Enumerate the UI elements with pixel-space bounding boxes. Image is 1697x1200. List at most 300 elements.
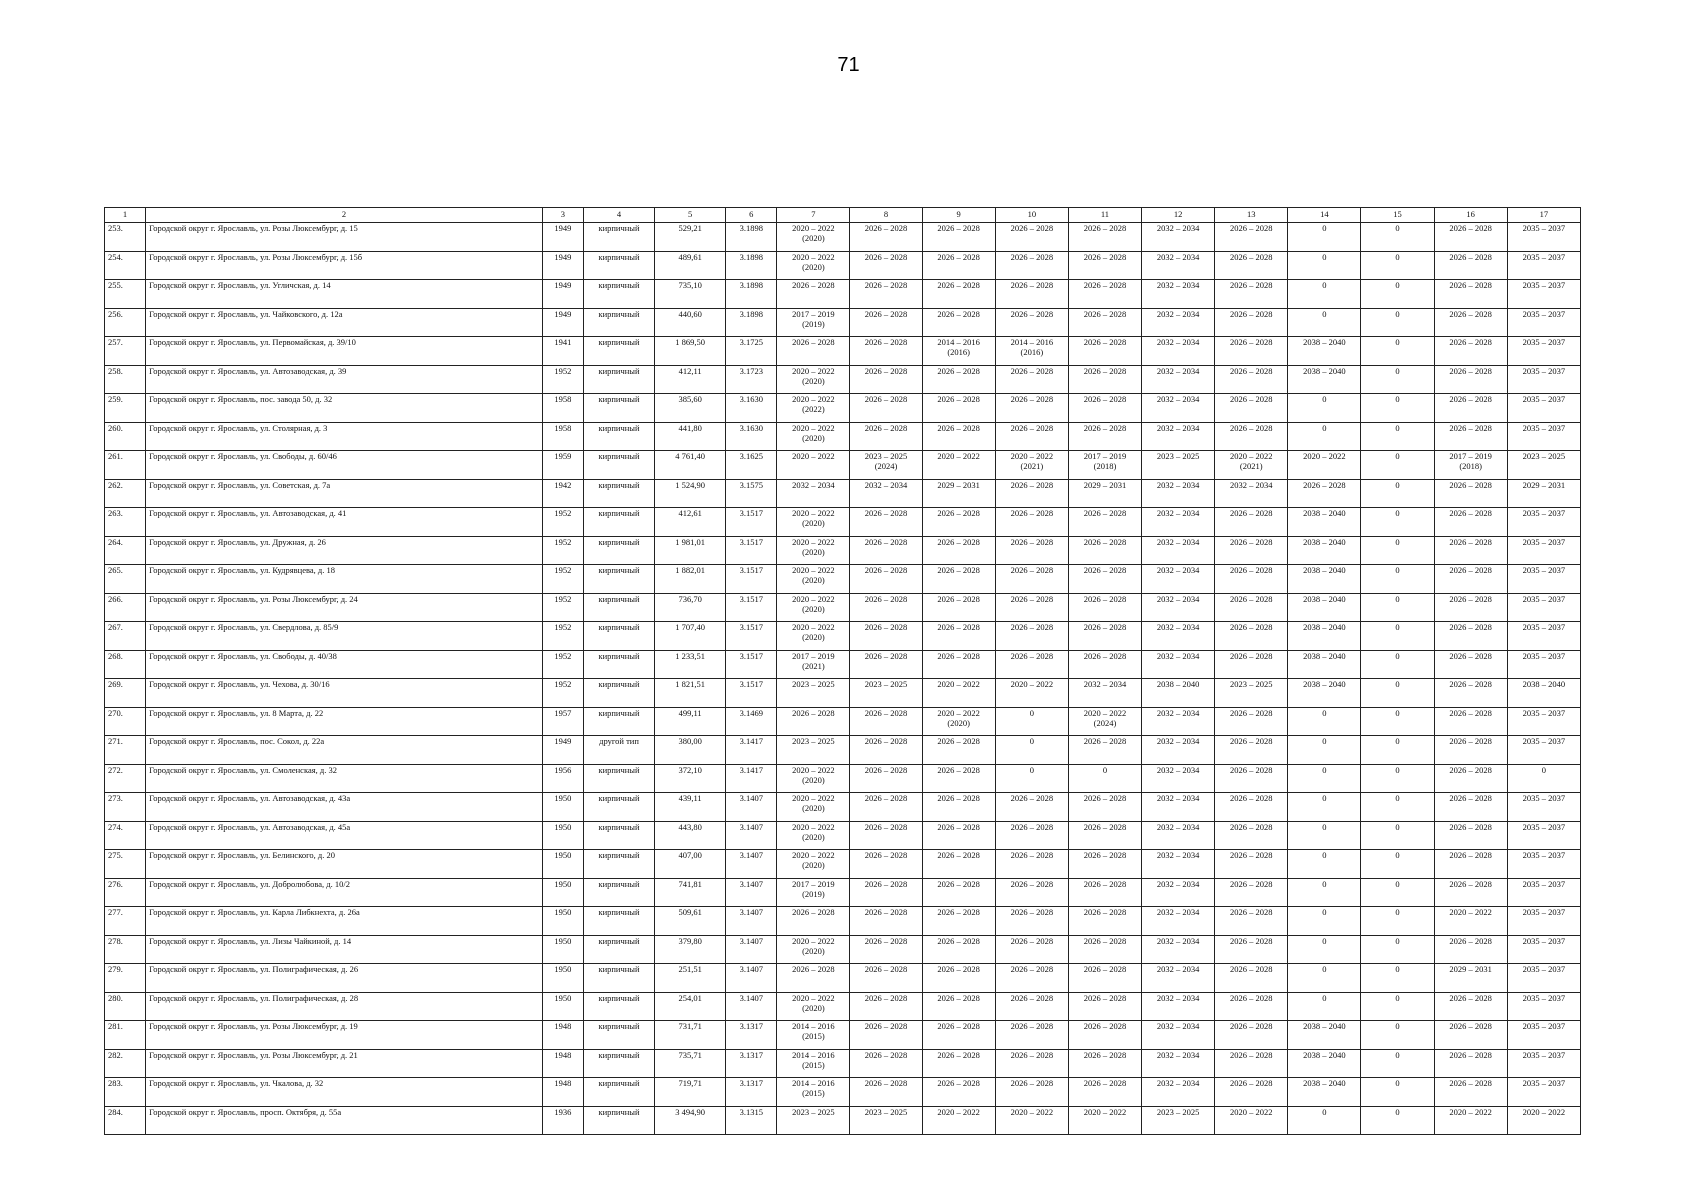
table-cell: 2032 – 2034 [1142,394,1215,423]
address-cell: Городской округ г. Ярославль, ул. Первомайская, д. 39/10 [146,337,543,366]
table-cell: 2026 – 2028 [777,707,850,736]
table-cell: 0 [1288,422,1361,451]
table-cell: 2026 – 2028 [995,878,1068,907]
table-cell: 735,71 [655,1049,726,1078]
table-cell: 1952 [542,593,583,622]
table-cell: 2026 – 2028 [995,821,1068,850]
table-cell: 0 [1361,451,1434,480]
table-cell: 2026 – 2028 [1215,850,1288,879]
table-cell: 1 524,90 [655,479,726,508]
table-cell: 2014 – 2016 (2015) [777,1078,850,1107]
table-cell: 3.1898 [726,251,777,280]
table-cell: 2026 – 2028 [922,1078,995,1107]
table-cell: 2026 – 2028 [995,479,1068,508]
table-row [105,337,1581,366]
table-cell: 2026 – 2028 [1068,593,1141,622]
table-cell: 0 [1288,793,1361,822]
table-cell: 2026 – 2028 [850,650,922,679]
table-cell: 1950 [542,992,583,1021]
address-cell: Городской округ г. Ярославль, ул. Полиграфическая, д. 26 [146,964,543,993]
table-cell: 2032 – 2034 [1142,821,1215,850]
table-cell: 2026 – 2028 [995,1049,1068,1078]
table-cell: 2026 – 2028 [1215,821,1288,850]
table-cell: 2026 – 2028 [1068,850,1141,879]
table-cell: 2026 – 2028 [850,764,922,793]
table-cell: 2026 – 2028 [1434,1021,1507,1050]
column-header-9: 9 [922,208,995,223]
table-cell: 1959 [542,451,583,480]
table-cell: кирпичный [583,764,654,793]
table-cell: 385,60 [655,394,726,423]
table-cell: 3.1517 [726,650,777,679]
table-cell: 440,60 [655,308,726,337]
column-header-14: 14 [1288,208,1361,223]
address-cell: Городской округ г. Ярославль, ул. Автозаводская, д. 41 [146,508,543,537]
table-cell: 0 [1288,964,1361,993]
table-cell: 2020 – 2022 (2020) [777,992,850,1021]
row-number-cell: 270. [105,707,146,736]
table-cell: 441,80 [655,422,726,451]
table-cell: 0 [1361,280,1434,309]
table-cell: кирпичный [583,907,654,936]
table-cell: 2026 – 2028 [922,793,995,822]
table-cell: 1950 [542,821,583,850]
table-cell: 2038 – 2040 [1507,679,1580,708]
table-cell: 0 [1288,251,1361,280]
table-cell: 2035 – 2037 [1507,337,1580,366]
table-row [105,764,1581,793]
table-cell: 2020 – 2022 [922,451,995,480]
housing-table [104,207,1581,1135]
table-cell: 2017 – 2019 (2019) [777,878,850,907]
table-cell: 0 [1361,1021,1434,1050]
address-cell: Городской округ г. Ярославль, ул. Свободы, д. 40/38 [146,650,543,679]
table-cell: 2038 – 2040 [1288,1049,1361,1078]
table-cell: 1950 [542,964,583,993]
table-cell: 2026 – 2028 [850,878,922,907]
table-cell: 2038 – 2040 [1288,593,1361,622]
table-cell: 2032 – 2034 [1142,593,1215,622]
table-cell: 379,80 [655,935,726,964]
table-cell: кирпичный [583,622,654,651]
table-cell: 2035 – 2037 [1507,821,1580,850]
table-row [105,451,1581,480]
table-cell: 2023 – 2025 [850,1106,922,1135]
address-cell: Городской округ г. Ярославль, ул. Белинского, д. 20 [146,850,543,879]
table-cell: 2020 – 2022 [922,1106,995,1135]
table-cell: 3.1315 [726,1106,777,1135]
table-row [105,223,1581,252]
table-cell: 2026 – 2028 [922,565,995,594]
table-cell: 2026 – 2028 [995,308,1068,337]
table-cell: кирпичный [583,650,654,679]
table-cell: 2026 – 2028 [1434,622,1507,651]
table-cell: 2026 – 2028 [850,1078,922,1107]
table-cell: 2026 – 2028 [777,907,850,936]
table-cell: 0 [995,736,1068,765]
address-cell: Городской округ г. Ярославль, ул. Советская, д. 7а [146,479,543,508]
row-number-cell: 265. [105,565,146,594]
table-cell: 2026 – 2028 [922,935,995,964]
table-cell: 2020 – 2022 (2020) [777,935,850,964]
table-cell: 0 [1288,736,1361,765]
table-cell: 0 [1361,479,1434,508]
table-cell: 2032 – 2034 [1142,1021,1215,1050]
table-cell: 2026 – 2028 [1434,764,1507,793]
table-row [105,992,1581,1021]
table-cell: 2017 – 2019 (2021) [777,650,850,679]
table-cell: 2026 – 2028 [995,964,1068,993]
table-cell: 2032 – 2034 [777,479,850,508]
table-cell: 2026 – 2028 [1068,992,1141,1021]
table-cell: 0 [1361,1106,1434,1135]
table-cell: 2026 – 2028 [1215,536,1288,565]
table-cell: 2032 – 2034 [1142,992,1215,1021]
table-cell: 2038 – 2040 [1288,565,1361,594]
table-cell: 2038 – 2040 [1288,365,1361,394]
table-cell: 372,10 [655,764,726,793]
table-cell: 1949 [542,280,583,309]
table-cell: 2038 – 2040 [1288,1021,1361,1050]
table-cell: 2038 – 2040 [1288,337,1361,366]
table-cell: 2026 – 2028 [1068,821,1141,850]
row-number-cell: 257. [105,337,146,366]
table-cell: 2026 – 2028 [1068,1021,1141,1050]
table-cell: 1949 [542,308,583,337]
address-cell: Городской округ г. Ярославль, ул. Свердлова, д. 85/9 [146,622,543,651]
table-cell: 0 [1288,878,1361,907]
table-cell: 2026 – 2028 [922,536,995,565]
table-cell: кирпичный [583,337,654,366]
table-cell: 0 [1361,679,1434,708]
table-cell: 2020 – 2022 (2021) [1215,451,1288,480]
table-cell: 2035 – 2037 [1507,650,1580,679]
table-body [105,223,1581,1135]
table-cell: 2020 – 2022 (2020) [777,593,850,622]
table-cell: 3.1317 [726,1078,777,1107]
row-number-cell: 268. [105,650,146,679]
table-cell: 1948 [542,1078,583,1107]
address-cell: Городской округ г. Ярославль, ул. Добролюбова, д. 10/2 [146,878,543,907]
table-cell: 731,71 [655,1021,726,1050]
table-cell: 2032 – 2034 [1142,707,1215,736]
table-cell: 2020 – 2022 [1215,1106,1288,1135]
table-cell: 1952 [542,365,583,394]
table-row [105,536,1581,565]
table-cell: 1941 [542,337,583,366]
table-cell: 2026 – 2028 [850,707,922,736]
table-cell: 2026 – 2028 [922,850,995,879]
table-cell: кирпичный [583,479,654,508]
table-cell: 2026 – 2028 [850,422,922,451]
table-cell: 443,80 [655,821,726,850]
row-number-cell: 256. [105,308,146,337]
table-cell: 2020 – 2022 (2020) [777,365,850,394]
row-number-cell: 279. [105,964,146,993]
table-cell: 0 [1288,935,1361,964]
table-cell: 3.1625 [726,451,777,480]
table-row [105,308,1581,337]
table-cell: 1 869,50 [655,337,726,366]
table-cell: 3.1317 [726,1049,777,1078]
table-cell: 2026 – 2028 [1434,793,1507,822]
table-cell: 2026 – 2028 [995,394,1068,423]
table-cell: 2026 – 2028 [1215,1078,1288,1107]
row-number-cell: 280. [105,992,146,1021]
table-cell: 3.1407 [726,907,777,936]
table-cell: 489,61 [655,251,726,280]
table-cell: 2026 – 2028 [922,1021,995,1050]
table-cell: 2032 – 2034 [1068,679,1141,708]
table-cell: 1949 [542,223,583,252]
table-cell: 2026 – 2028 [995,907,1068,936]
table-cell: 2026 – 2028 [1215,1021,1288,1050]
table-row [105,565,1581,594]
table-cell: 2020 – 2022 [922,679,995,708]
table-cell: 2026 – 2028 [995,793,1068,822]
table-cell: 2035 – 2037 [1507,1049,1580,1078]
table-cell: 2020 – 2022 (2020) [777,793,850,822]
column-header-7: 7 [777,208,850,223]
table-cell: 2035 – 2037 [1507,850,1580,879]
table-cell: 2026 – 2028 [922,764,995,793]
table-cell: 2026 – 2028 [995,992,1068,1021]
table-cell: 0 [1361,308,1434,337]
address-cell: Городской округ г. Ярославль, ул. Автозаводская, д. 43а [146,793,543,822]
table-cell: 2026 – 2028 [1434,536,1507,565]
table-cell: 2014 – 2016 (2016) [922,337,995,366]
column-header-13: 13 [1215,208,1288,223]
table-cell: 0 [1288,821,1361,850]
table-cell: 2026 – 2028 [1215,764,1288,793]
table-cell: 2014 – 2016 (2016) [995,337,1068,366]
table-cell: 0 [1288,1106,1361,1135]
table-cell: 2026 – 2028 [850,394,922,423]
table-cell: 0 [1361,964,1434,993]
address-cell: Городской округ г. Ярославль, ул. Смоленская, д. 32 [146,764,543,793]
column-header-3: 3 [542,208,583,223]
table-row [105,1106,1581,1135]
table-cell: 0 [1361,736,1434,765]
table-cell: 2026 – 2028 [1215,736,1288,765]
table-row [105,679,1581,708]
table-cell: 2026 – 2028 [922,1049,995,1078]
table-cell: 3.1517 [726,679,777,708]
table-cell: 2026 – 2028 [850,907,922,936]
table-cell: 2026 – 2028 [1434,365,1507,394]
table-cell: 3.1725 [726,337,777,366]
table-cell: 2032 – 2034 [1142,508,1215,537]
table-cell: 2020 – 2022 (2024) [1068,707,1141,736]
table-cell: 0 [1361,992,1434,1021]
table-row [105,1021,1581,1050]
housing-table-container [104,207,1581,1135]
table-cell: 2026 – 2028 [995,280,1068,309]
table-cell: 1 821,51 [655,679,726,708]
table-cell: 2035 – 2037 [1507,536,1580,565]
table-cell: 0 [1288,850,1361,879]
table-cell: 2035 – 2037 [1507,1078,1580,1107]
table-cell: 2032 – 2034 [1142,536,1215,565]
table-cell: 2026 – 2028 [777,280,850,309]
table-cell: 2026 – 2028 [1215,365,1288,394]
table-cell: 1957 [542,707,583,736]
address-cell: Городской округ г. Ярославль, ул. Полиграфическая, д. 28 [146,992,543,1021]
table-cell: 2020 – 2022 (2020) [777,565,850,594]
table-cell: 2026 – 2028 [1068,650,1141,679]
table-cell: 2032 – 2034 [1142,1049,1215,1078]
table-cell: кирпичный [583,821,654,850]
table-row [105,1049,1581,1078]
table-row [105,622,1581,651]
row-number-cell: 276. [105,878,146,907]
table-cell: 2026 – 2028 [1215,593,1288,622]
table-cell: кирпичный [583,536,654,565]
row-number-cell: 273. [105,793,146,822]
table-cell: 3.1575 [726,479,777,508]
table-row [105,479,1581,508]
table-cell: 2026 – 2028 [1215,878,1288,907]
table-cell: 2032 – 2034 [1142,1078,1215,1107]
table-cell: 2035 – 2037 [1507,964,1580,993]
table-cell: 0 [1288,223,1361,252]
table-cell: 2035 – 2037 [1507,251,1580,280]
row-number-cell: 274. [105,821,146,850]
table-cell: 0 [1361,565,1434,594]
table-cell: 3.1407 [726,964,777,993]
table-cell: 2032 – 2034 [1142,907,1215,936]
table-cell: 2026 – 2028 [995,1021,1068,1050]
column-header-4: 4 [583,208,654,223]
row-number-cell: 255. [105,280,146,309]
table-cell: кирпичный [583,878,654,907]
table-cell: 2020 – 2022 [777,451,850,480]
table-cell: 3.1407 [726,850,777,879]
table-cell: 2026 – 2028 [850,365,922,394]
table-cell: 251,51 [655,964,726,993]
table-cell: 0 [1288,394,1361,423]
table-cell: 0 [1361,223,1434,252]
table-cell: кирпичный [583,280,654,309]
table-cell: кирпичный [583,679,654,708]
table-cell: 2026 – 2028 [995,508,1068,537]
table-cell: 2026 – 2028 [850,223,922,252]
table-row [105,964,1581,993]
table-cell: 2026 – 2028 [1434,422,1507,451]
table-cell: кирпичный [583,964,654,993]
table-cell: 2026 – 2028 [777,964,850,993]
table-cell: 2023 – 2025 [1142,1106,1215,1135]
table-cell: 2017 – 2019 (2019) [777,308,850,337]
table-cell: 2035 – 2037 [1507,907,1580,936]
table-cell: 2026 – 2028 [922,821,995,850]
table-cell: кирпичный [583,1049,654,1078]
table-cell: 3.1417 [726,736,777,765]
table-row [105,793,1581,822]
table-cell: 2026 – 2028 [1215,337,1288,366]
table-cell: 2032 – 2034 [1142,251,1215,280]
table-cell: 2026 – 2028 [1434,650,1507,679]
table-row [105,593,1581,622]
table-cell: 2026 – 2028 [922,308,995,337]
table-cell: 2026 – 2028 [922,878,995,907]
table-cell: 0 [1361,764,1434,793]
row-number-cell: 261. [105,451,146,480]
table-cell: 741,81 [655,878,726,907]
address-cell: Городской округ г. Ярославль, ул. Дружная, д. 26 [146,536,543,565]
table-cell: 2020 – 2022 (2020) [777,622,850,651]
table-cell: 2026 – 2028 [1434,593,1507,622]
table-cell: 2032 – 2034 [1142,935,1215,964]
table-cell: 2026 – 2028 [850,992,922,1021]
table-cell: 2026 – 2028 [1288,479,1361,508]
table-cell: 0 [995,764,1068,793]
table-cell: 2026 – 2028 [850,593,922,622]
table-cell: 2026 – 2028 [1434,1049,1507,1078]
table-cell: 1952 [542,679,583,708]
table-cell: 1942 [542,479,583,508]
table-cell: 2026 – 2028 [1215,223,1288,252]
table-cell: 0 [1361,251,1434,280]
table-row [105,935,1581,964]
table-cell: 2032 – 2034 [1142,793,1215,822]
table-cell: 0 [1361,850,1434,879]
table-cell: 1952 [542,650,583,679]
table-cell: 2026 – 2028 [1068,565,1141,594]
table-cell: 2026 – 2028 [1434,850,1507,879]
table-cell: 2026 – 2028 [1068,935,1141,964]
table-cell: 2026 – 2028 [1068,1078,1141,1107]
column-header-5: 5 [655,208,726,223]
row-number-cell: 284. [105,1106,146,1135]
table-cell: 380,00 [655,736,726,765]
column-number-header-row [105,208,1581,223]
table-cell: 2032 – 2034 [1142,850,1215,879]
table-row [105,736,1581,765]
table-cell: 0 [1361,821,1434,850]
table-cell: 0 [1288,992,1361,1021]
table-cell: 2035 – 2037 [1507,422,1580,451]
table-cell: 2026 – 2028 [995,223,1068,252]
address-cell: Городской округ г. Ярославль, ул. Лизы Чайкиной, д. 14 [146,935,543,964]
table-cell: 3.1517 [726,508,777,537]
table-cell: 2032 – 2034 [1142,223,1215,252]
column-header-1: 1 [105,208,146,223]
table-cell: 3.1630 [726,422,777,451]
table-cell: 2020 – 2022 (2020) [777,223,850,252]
table-cell: 0 [1288,308,1361,337]
table-cell: 2035 – 2037 [1507,622,1580,651]
table-cell: 2026 – 2028 [850,821,922,850]
table-row [105,707,1581,736]
table-cell: 3.1417 [726,764,777,793]
table-cell: 735,10 [655,280,726,309]
address-cell: Городской округ г. Ярославль, ул. Розы Люксембург, д. 24 [146,593,543,622]
table-cell: 2035 – 2037 [1507,878,1580,907]
table-cell: 2026 – 2028 [922,992,995,1021]
table-cell: 2026 – 2028 [1068,508,1141,537]
row-number-cell: 269. [105,679,146,708]
table-cell: кирпичный [583,394,654,423]
table-cell: 2026 – 2028 [922,736,995,765]
table-row [105,850,1581,879]
table-cell: 1 233,51 [655,650,726,679]
table-cell: 1950 [542,850,583,879]
address-cell: Городской округ г. Ярославль, ул. Автозаводская, д. 39 [146,365,543,394]
table-cell: 2020 – 2022 (2021) [995,451,1068,480]
table-cell: 2026 – 2028 [1434,565,1507,594]
table-cell: кирпичный [583,422,654,451]
